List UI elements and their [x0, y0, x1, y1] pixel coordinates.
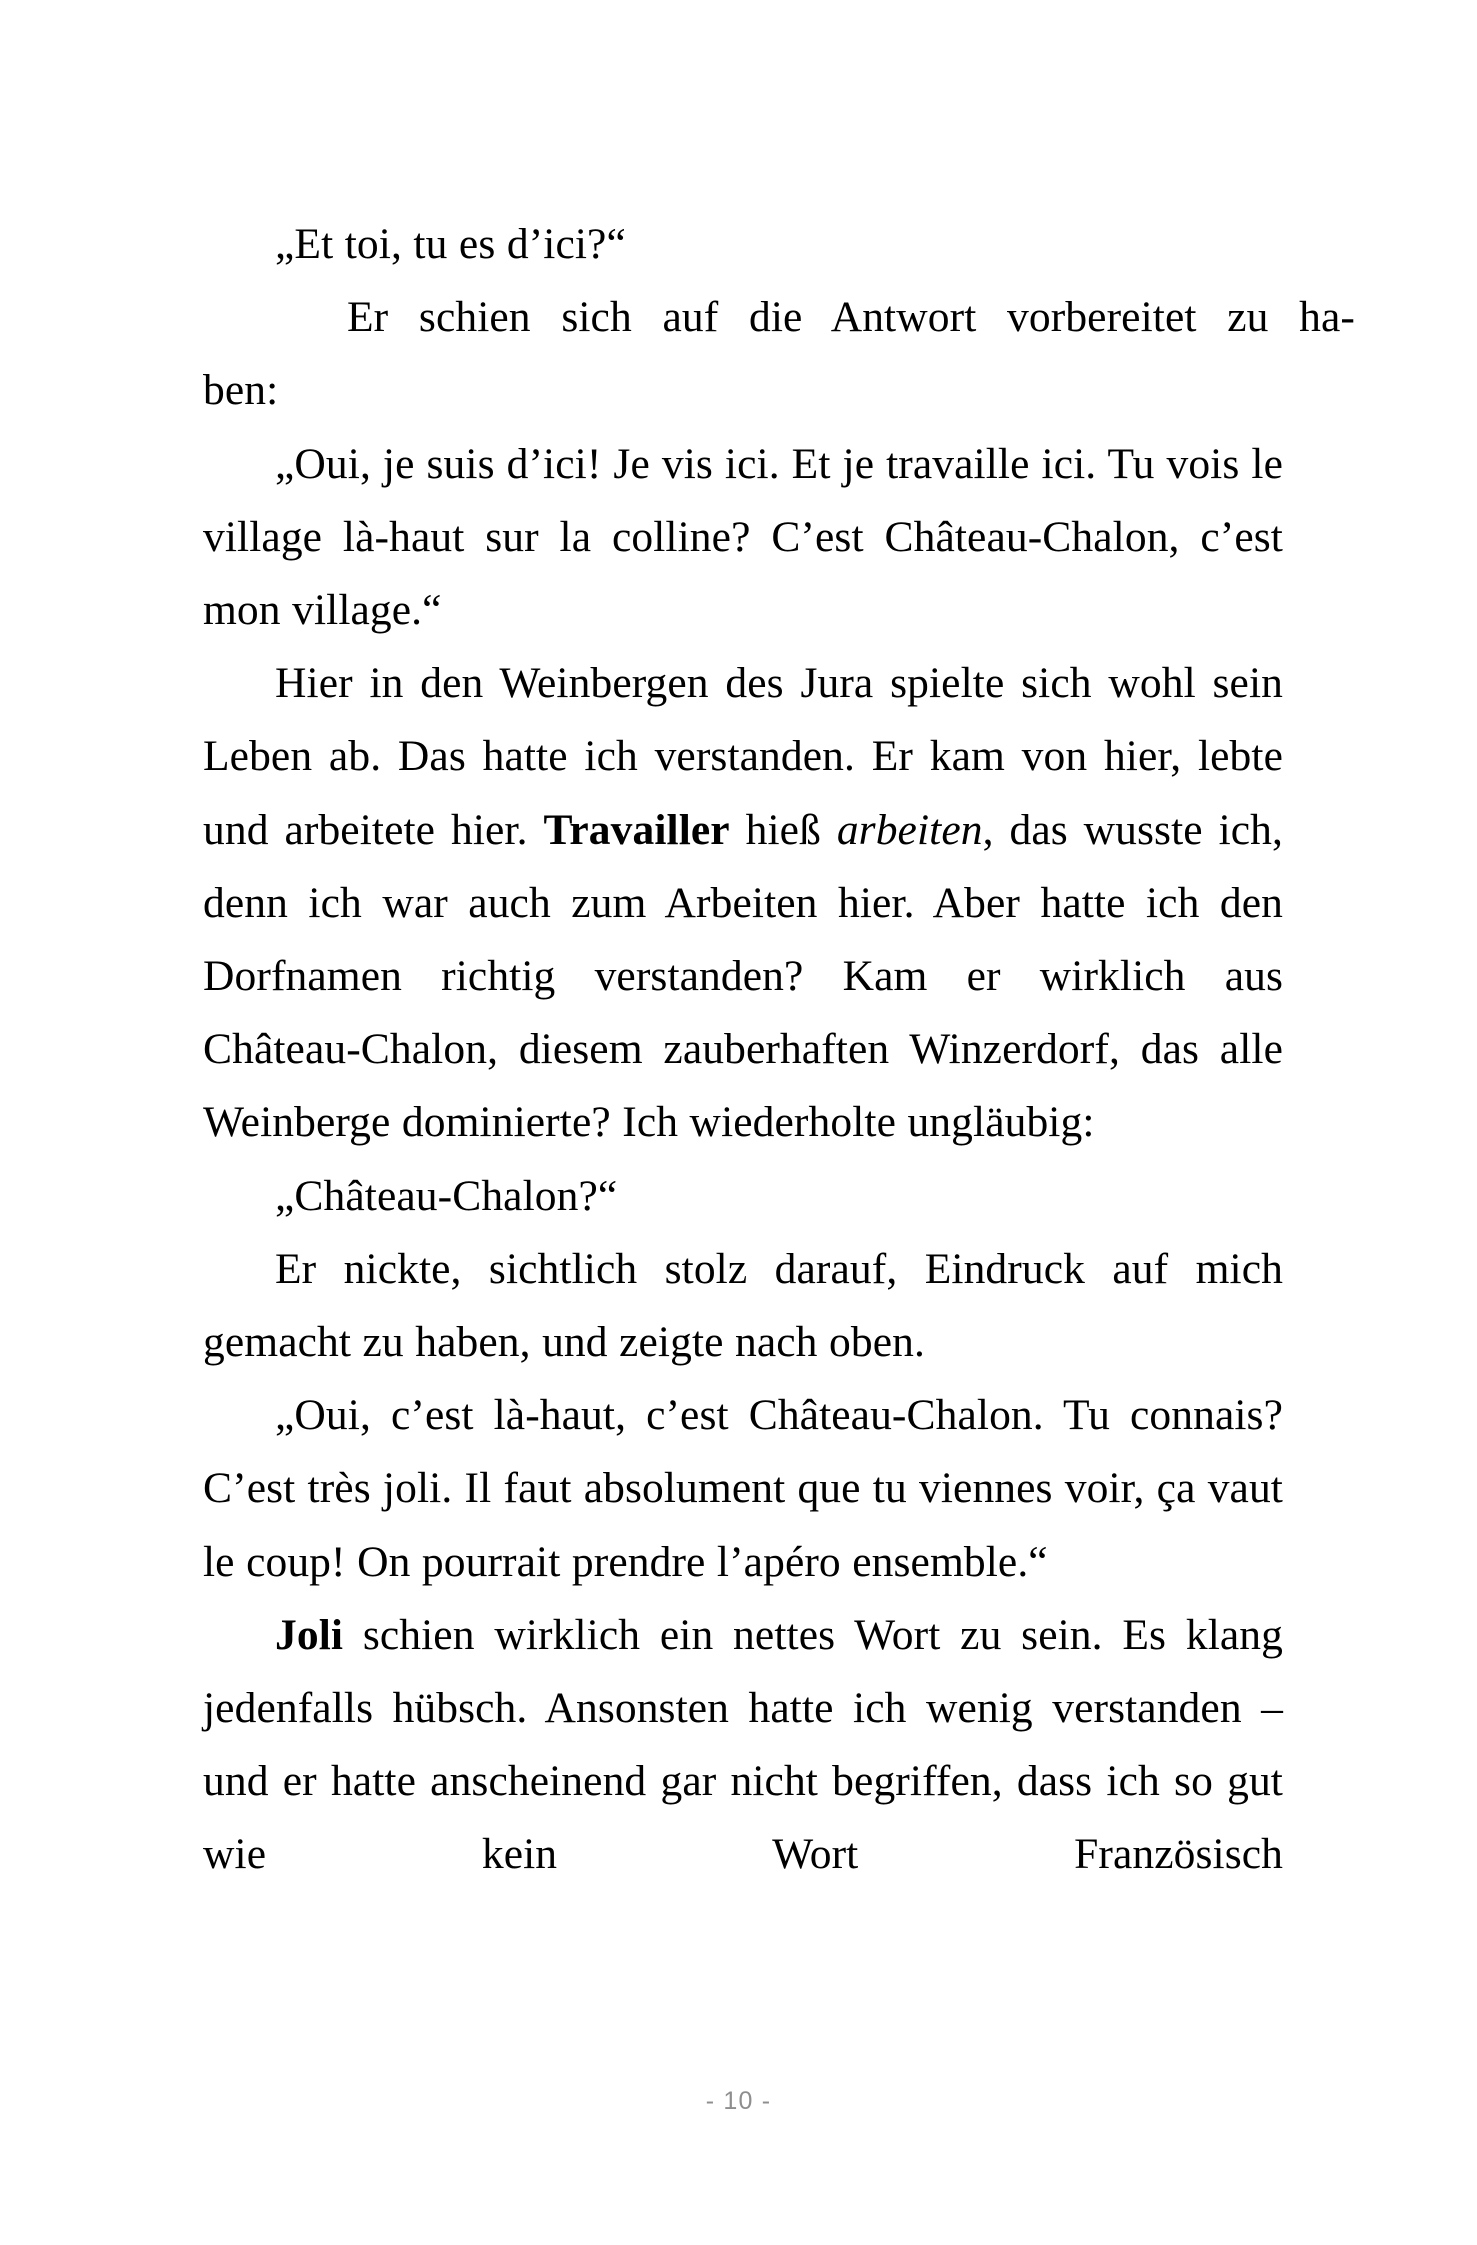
emphasis-arbeiten: arbeiten: [836, 805, 983, 854]
paragraph-text-run: schien wirklich ein nettes Wort zu sein. Es klang jedenfalls hübsch. Ansonsten hatte ich wenig verstanden – und er hatte anscheinend gar nicht begriffen, dass ich so gut wie kein Wort Französisch: [203, 1610, 1283, 1879]
body-text-column: [203, 208, 1355, 1892]
paragraph-line: ben:: [203, 366, 279, 415]
paragraph-dialogue-4: „Oui, c’est là-haut, c’est Château-Chalon. Tu connais? C’est très joli. Il faut absolument que tu viennes voir, ça vaut le coup! On pourrait prendre l’apéro ensemble.“: [203, 1391, 1283, 1586]
paragraph-narration-3: Er nickte, sichtlich stolz darauf, Eindruck auf mich gemacht zu haben, und zeigte nach oben.: [203, 1244, 1283, 1367]
paragraph-dialogue-2: „Oui, je suis d’ici! Je vis ici. Et je travaille ici. Tu vois le village là-haut sur la colline? C’est Château-Chalon, c’est mon village.“: [203, 439, 1283, 635]
paragraph-line: Er schien sich auf die Antwort vorbereitet zu ha-: [347, 293, 1355, 342]
paragraph-narration-4: [203, 1599, 1283, 1892]
page-number: - 10 -: [705, 2087, 772, 2115]
emphasis-travailler: Travailler: [543, 805, 730, 854]
paragraph-narration-1: [203, 281, 1355, 427]
emphasis-joli: Joli: [275, 1610, 344, 1659]
paragraph-narration-2: [203, 647, 1283, 1159]
paragraph-text-run: Hier in den Weinbergen des Jura spielte sich wohl sein Leben ab. Das hatte ich verstanden. Er kam von hier, lebte und arbeitete hier.: [203, 659, 1283, 854]
paragraph-dialogue-1: „Et toi, tu es d’ici?“: [275, 220, 626, 268]
paragraph-text-run: , das wusste ich, denn ich war auch zum Arbeiten hier. Aber hatte ich den Dorfnamen richtig verstanden? Kam er wirklich aus Château-Chalon, diesem zauberhaften Winzerdorf, das alle Weinberge dominierte? Ich wiederholte ungläubig:: [203, 805, 1284, 1147]
paragraph-text-run: hieß: [729, 805, 837, 854]
paragraph-dialogue-3: „Château-Chalon?“: [275, 1171, 618, 1220]
